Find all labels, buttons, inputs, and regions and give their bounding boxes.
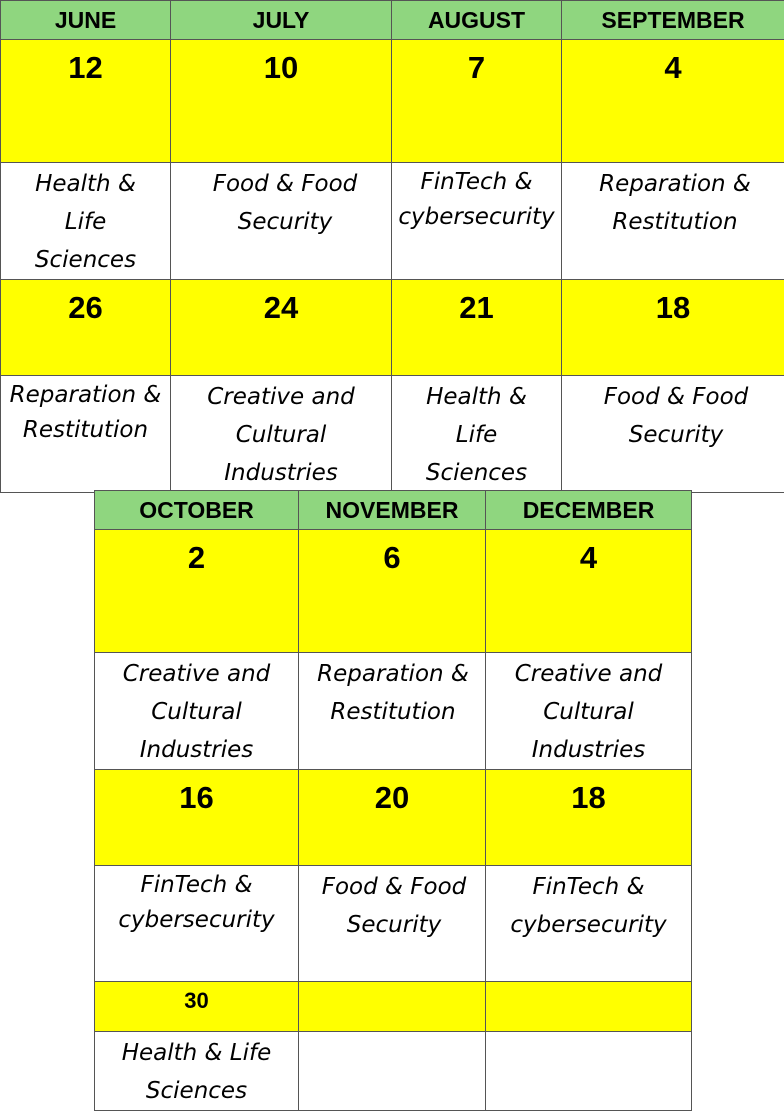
schedule-table-oct-dec (94, 490, 692, 1111)
date-cell: 7 (392, 40, 562, 163)
empty-date-cell (299, 982, 486, 1032)
date-cell: 21 (392, 280, 562, 376)
topic-row (95, 1032, 692, 1111)
date-cell: 12 (1, 40, 171, 163)
empty-topic-cell (299, 1032, 486, 1111)
topic-cell: Health & Life Sciences (1, 163, 171, 280)
topic-row (95, 866, 692, 982)
topic-cell: Food & Food Security (299, 866, 486, 982)
topic-cell: FinTech & cybersecurity (95, 866, 299, 982)
topic-cell: Reparation & Restitution (1, 376, 171, 493)
topic-cell: Health & Life Sciences (392, 376, 562, 493)
month-header-june: JUNE (1, 1, 171, 40)
date-row (1, 280, 784, 376)
date-cell: 6 (299, 530, 486, 653)
month-header-august: AUGUST (392, 1, 562, 40)
topic-cell: Food & Food Security (171, 163, 392, 280)
date-cell: 26 (1, 280, 171, 376)
date-row (95, 982, 692, 1032)
empty-date-cell (486, 982, 692, 1032)
date-cell: 2 (95, 530, 299, 653)
topic-row (1, 163, 784, 280)
month-header-november: NOVEMBER (299, 491, 486, 530)
topic-cell: Creative and Cultural Industries (95, 653, 299, 770)
topic-row (1, 376, 784, 493)
date-row (95, 770, 692, 866)
date-cell: 20 (299, 770, 486, 866)
month-header-december: DECEMBER (486, 491, 692, 530)
date-row (95, 530, 692, 653)
month-header-row (1, 1, 784, 40)
date-cell: 30 (95, 982, 299, 1032)
topic-cell: Creative and Cultural Industries (171, 376, 392, 493)
date-cell: 4 (486, 530, 692, 653)
topic-cell: Food & Food Security (562, 376, 784, 493)
month-header-row (95, 491, 692, 530)
month-header-october: OCTOBER (95, 491, 299, 530)
date-cell: 10 (171, 40, 392, 163)
month-header-september: SEPTEMBER (562, 1, 784, 40)
schedule-table-jun-sep (0, 0, 784, 493)
topic-cell: Reparation & Restitution (562, 163, 784, 280)
topic-cell: Health & Life Sciences (95, 1032, 299, 1111)
topic-row (95, 653, 692, 770)
date-cell: 18 (562, 280, 784, 376)
month-header-july: JULY (171, 1, 392, 40)
date-cell: 4 (562, 40, 784, 163)
date-cell: 24 (171, 280, 392, 376)
topic-cell: FinTech & cybersecurity (392, 163, 562, 280)
topic-cell: FinTech & cybersecurity (486, 866, 692, 982)
date-cell: 16 (95, 770, 299, 866)
topic-cell: Creative and Cultural Industries (486, 653, 692, 770)
topic-cell: Reparation & Restitution (299, 653, 486, 770)
date-row (1, 40, 784, 163)
empty-topic-cell (486, 1032, 692, 1111)
date-cell: 18 (486, 770, 692, 866)
